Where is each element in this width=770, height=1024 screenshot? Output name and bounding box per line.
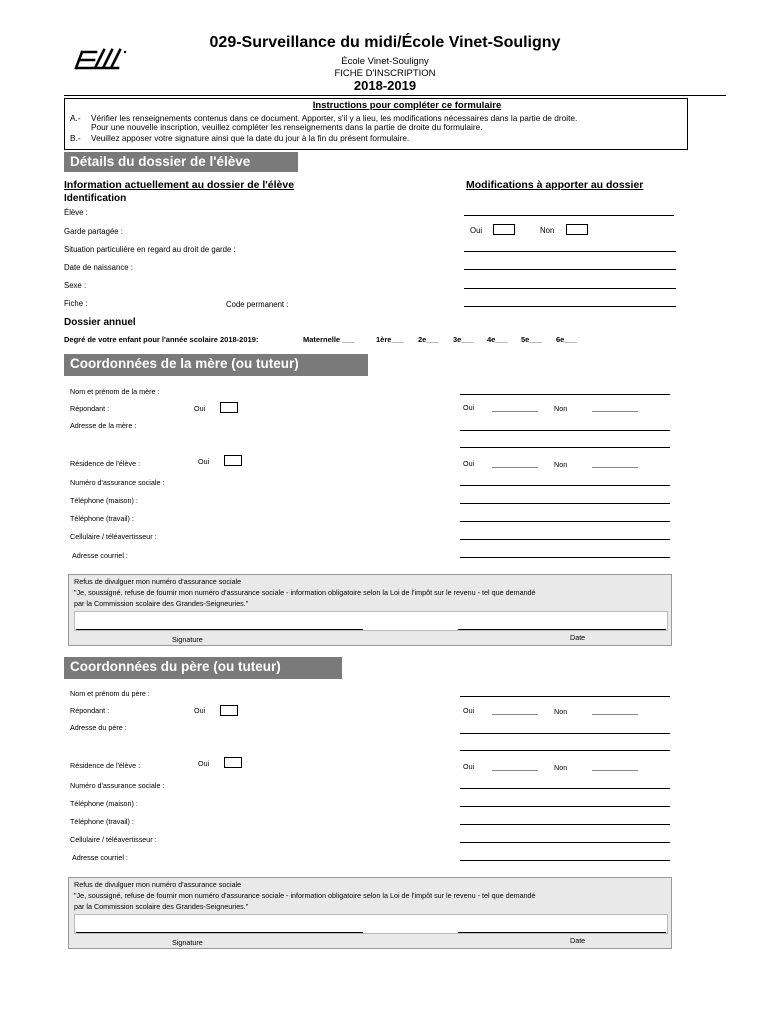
mere-tel-maison-field[interactable] (460, 503, 670, 504)
grade-1[interactable]: 1ère___ (376, 335, 404, 344)
mere-tel-travail-field[interactable] (460, 521, 670, 522)
mere-tel-maison-label: Téléphone (maison) : (70, 496, 138, 505)
mere-residence-non-mod: Non (554, 460, 568, 469)
garde-oui-checkbox[interactable] (493, 224, 515, 235)
mere-adresse-label: Adresse de la mère : (70, 421, 137, 430)
pere-nom-field[interactable] (460, 696, 670, 697)
pere-courriel-field[interactable] (460, 860, 670, 861)
naissance-label: Date de naissance : (64, 263, 133, 272)
pere-repondant-label: Répondant : (70, 706, 110, 715)
header-divider (64, 95, 726, 96)
pere-signature-label: Signature (172, 938, 203, 947)
sexe-field[interactable] (464, 288, 676, 289)
pere-courriel-label: Adresse courriel : (72, 853, 128, 862)
mere-residence-oui-mod: Oui (463, 459, 475, 468)
pere-repondant-checkbox[interactable] (220, 705, 238, 716)
fiche-label: Fiche : (64, 299, 88, 308)
pere-refus-line1: "Je, soussigné, refuse de fournir mon numéro d'assurance sociale - information obligatoire selon la Loi de l'impôt sur le revenu - tel que demandé (74, 891, 536, 900)
pere-tel-maison-field[interactable] (460, 806, 670, 807)
school-year: 2018-2019 (353, 78, 417, 93)
pere-signature-line[interactable] (76, 932, 363, 933)
pere-date-label: Date (570, 936, 586, 945)
situation-label: Situation particulière en regard au droit de garde : (64, 245, 236, 254)
pere-residence-non-blank[interactable] (592, 770, 638, 771)
current-info-header: Information actuellement au dossier de l'élève (64, 179, 295, 191)
mere-adresse-field-1[interactable] (460, 430, 670, 431)
instruction-b-prefix: B.- (70, 133, 81, 143)
mere-date-label: Date (570, 633, 586, 642)
mere-courriel-label: Adresse courriel : (72, 551, 128, 560)
mere-cellulaire-label: Cellulaire / téléavertisseur : (70, 532, 157, 541)
instruction-a-prefix: A.- (70, 113, 81, 123)
grade-2[interactable]: 2e___ (418, 335, 439, 344)
pere-repondant-oui-label: Oui (194, 706, 206, 715)
mere-signature-label: Signature (172, 635, 203, 644)
mere-repondant-checkbox[interactable] (220, 402, 238, 413)
page-title: 029-Surveillance du midi/École Vinet-Souligny (209, 34, 561, 51)
pere-tel-travail-field[interactable] (460, 824, 670, 825)
eleve-field[interactable] (464, 215, 674, 216)
fiche-field[interactable] (464, 306, 676, 307)
section-header-mere: Coordonnées de la mère (ou tuteur) (64, 354, 368, 376)
mere-residence-non-blank[interactable] (592, 467, 638, 468)
situation-field[interactable] (464, 251, 676, 252)
form-name: FICHE D'INSCRIPTION (334, 68, 436, 79)
pere-adresse-label: Adresse du père : (70, 723, 127, 732)
grade-4[interactable]: 4e___ (487, 335, 508, 344)
pere-signature-area[interactable] (74, 914, 668, 934)
mere-refus-line2: par la Commission scolaire des Grandes-Seigneuries." (74, 599, 249, 608)
mere-repondant-non-blank[interactable] (592, 411, 638, 412)
garde-non-label: Non (540, 226, 555, 235)
pere-repondant-oui-mod: Oui (463, 706, 475, 715)
garde-oui-label: Oui (470, 226, 483, 235)
pere-nas-field[interactable] (460, 788, 670, 789)
mere-refus-line1: "Je, soussigné, refuse de fournir mon numéro d'assurance sociale - information obligatoire selon la Loi de l'impôt sur le revenu - tel que demandé (74, 588, 536, 597)
naissance-field[interactable] (464, 269, 676, 270)
mere-nom-field[interactable] (460, 394, 670, 395)
pere-residence-oui-blank[interactable] (492, 770, 538, 771)
mere-residence-oui-label: Oui (198, 457, 210, 466)
pere-residence-label: Résidence de l'élève : (70, 761, 141, 770)
pere-adresse-field-1[interactable] (460, 733, 670, 734)
code-permanent-label: Code permanent : (226, 300, 289, 309)
pere-residence-oui-label: Oui (198, 759, 210, 768)
mere-repondant-oui-blank[interactable] (492, 411, 538, 412)
pere-repondant-oui-blank[interactable] (492, 714, 538, 715)
instruction-a-line2: Pour une nouvelle inscription, veuillez compléter les renseignements dans la partie de droite du formulaire. (91, 122, 483, 132)
pere-cellulaire-label: Cellulaire / téléavertisseur : (70, 835, 157, 844)
school-name: École Vinet-Souligny (341, 56, 429, 67)
section-header-pere: Coordonnées du père (ou tuteur) (64, 657, 342, 679)
degre-label: Degré de votre enfant pour l'année scolaire 2018-2019: (64, 335, 259, 344)
instruction-b-line: Veuillez apposer votre signature ainsi que la date du jour à la fin du présent formulaire. (91, 133, 410, 143)
pere-repondant-non-blank[interactable] (592, 714, 638, 715)
eleve-label: Élève : (64, 208, 88, 217)
modifications-header: Modifications à apporter au dossier (466, 179, 644, 191)
grade-maternelle[interactable]: Maternelle ___ (303, 335, 355, 344)
pere-tel-maison-label: Téléphone (maison) : (70, 799, 138, 808)
mere-residence-label: Résidence de l'élève : (70, 459, 141, 468)
mere-residence-checkbox[interactable] (224, 455, 242, 466)
pere-residence-non-mod: Non (554, 763, 568, 772)
garde-non-checkbox[interactable] (566, 224, 588, 235)
mere-residence-oui-blank[interactable] (492, 467, 538, 468)
mere-repondant-non-mod: Non (554, 404, 568, 413)
section-header-eleve: Détails du dossier de l'élève (64, 152, 298, 172)
pere-residence-checkbox[interactable] (224, 757, 242, 768)
pere-repondant-non-mod: Non (554, 707, 568, 716)
mere-repondant-label: Répondant : (70, 404, 110, 413)
mere-nas-label: Numéro d'assurance sociale : (70, 478, 165, 487)
mere-repondant-oui-mod: Oui (463, 403, 475, 412)
mere-adresse-field-2[interactable] (460, 447, 670, 448)
mere-refus-title: Refus de divulguer mon numéro d'assurance sociale (74, 577, 242, 586)
mere-nas-field[interactable] (460, 485, 670, 486)
grade-5[interactable]: 5e___ (521, 335, 542, 344)
pere-nom-label: Nom et prénom du père : (70, 689, 150, 698)
mere-cellulaire-field[interactable] (460, 539, 670, 540)
mere-nom-label: Nom et prénom de la mère : (70, 387, 160, 396)
pere-nas-label: Numéro d'assurance sociale : (70, 781, 165, 790)
pere-residence-oui-mod: Oui (463, 762, 475, 771)
instructions-title: Instructions pour compléter ce formulaire (312, 100, 502, 111)
garde-label: Garde partagée : (64, 227, 123, 236)
mere-date-line[interactable] (458, 629, 666, 630)
mere-signature-area[interactable] (74, 611, 668, 631)
grade-3[interactable]: 3e___ (453, 335, 474, 344)
grade-6[interactable]: 6e___ (556, 335, 577, 344)
pere-tel-travail-label: Téléphone (travail) : (70, 817, 134, 826)
pere-refus-title: Refus de divulguer mon numéro d'assurance sociale (74, 880, 242, 889)
mere-tel-travail-label: Téléphone (travail) : (70, 514, 134, 523)
mere-repondant-oui-label: Oui (194, 404, 206, 413)
mere-signature-line[interactable] (76, 629, 363, 630)
pere-adresse-field-2[interactable] (460, 750, 670, 751)
sexe-label: Sexe : (64, 281, 87, 290)
mere-courriel-field[interactable] (460, 557, 670, 558)
identification-heading: Identification (64, 193, 127, 204)
pere-cellulaire-field[interactable] (460, 842, 670, 843)
pere-date-line[interactable] (458, 932, 666, 933)
pere-refus-line2: par la Commission scolaire des Grandes-Seigneuries." (74, 902, 249, 911)
dossier-annuel-heading: Dossier annuel (64, 317, 136, 328)
instruction-a-line1: Vérifier les renseignements contenus dans ce document. Apporter, s'il y a lieu, les modifications nécessaires dans la partie de droite. (91, 113, 578, 123)
